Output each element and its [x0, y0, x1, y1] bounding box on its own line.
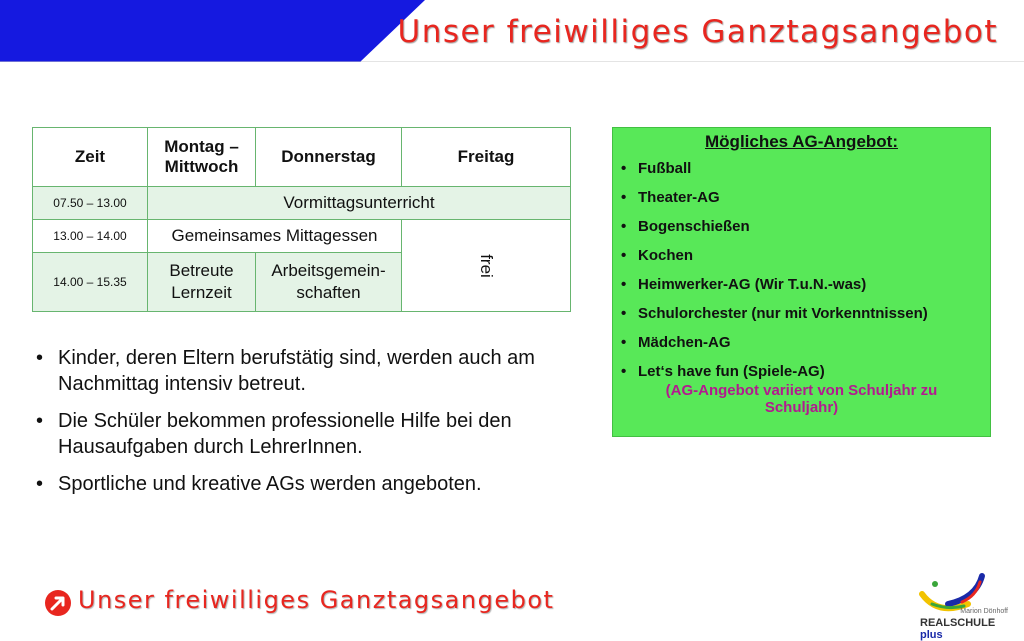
- bullet-icon: •: [621, 305, 627, 322]
- logo-suffix: plus: [920, 629, 943, 641]
- ag-item: Heimwerker-AG (Wir T.u.N.-was): [638, 276, 867, 293]
- arbeitsgemeinschaften-cell: Arbeitsgemein-schaften: [256, 253, 402, 312]
- schedule-table: [32, 127, 571, 312]
- logo-swoosh-icon: [918, 572, 1014, 612]
- bullet-icon: •: [36, 473, 44, 495]
- activity-cell: Vormittagsunterricht: [148, 187, 571, 220]
- bullet-list: [34, 345, 574, 508]
- bullet-icon: •: [621, 276, 627, 293]
- friday-label: frei: [477, 253, 496, 278]
- list-item: [34, 345, 574, 397]
- list-item: [34, 408, 574, 460]
- ag-item: Kochen: [638, 247, 694, 264]
- activity-cell: Gemeinsames Mittagessen: [148, 220, 402, 253]
- ag-item: Bogenschießen: [638, 218, 750, 235]
- arrow-circle-icon[interactable]: [44, 589, 72, 617]
- lernzeit-cell: Betreute Lernzeit: [148, 253, 256, 312]
- ag-note: (AG-Angebot variiert von Schuljahr zu Schuljahr): [665, 382, 938, 416]
- time-cell: 14.00 – 15.35: [33, 253, 148, 312]
- bullet-text: Die Schüler bekommen professionelle Hilfe bei den Hausaufgaben durch LehrerInnen.: [58, 410, 512, 458]
- time-cell: 13.00 – 14.00: [33, 220, 148, 253]
- list-item: [613, 304, 990, 333]
- logo-subtitle: Marion Dönhoff: [960, 608, 1008, 615]
- bullet-text: Sportliche und kreative AGs werden angeboten.: [58, 473, 482, 495]
- logo-text: [920, 617, 1014, 641]
- table-row: [33, 220, 571, 253]
- header-zeit: Zeit: [33, 128, 148, 187]
- list-item: [613, 246, 990, 275]
- bullet-icon: •: [621, 247, 627, 264]
- footer-title: Unser freiwilliges Ganztagsangebot: [78, 586, 555, 614]
- list-item: [34, 471, 574, 497]
- header-donnerstag: Donnerstag: [256, 128, 402, 187]
- bullet-icon: •: [621, 189, 627, 206]
- ag-item: Fußball: [638, 160, 692, 177]
- ag-item: Mädchen-AG: [638, 334, 731, 351]
- list-item: [613, 217, 990, 246]
- ag-item: Let‘s have fun (Spiele-AG): [638, 363, 825, 380]
- logo-name: REALSCHULE: [920, 617, 996, 629]
- ag-list: [613, 159, 990, 391]
- bullet-text: Kinder, deren Eltern berufstätig sind, werden auch am Nachmittag intensiv betreut.: [58, 347, 535, 395]
- bullet-icon: •: [36, 347, 44, 369]
- bullet-icon: •: [621, 334, 627, 351]
- list-item: [613, 333, 990, 362]
- header-montag-mittwoch: Montag – Mittwoch: [148, 128, 256, 187]
- list-item: [613, 188, 990, 217]
- friday-cell: [402, 220, 571, 312]
- page-title: Unser freiwilliges Ganztagsangebot: [397, 14, 998, 50]
- header-freitag: Freitag: [402, 128, 571, 187]
- bullet-icon: •: [621, 160, 627, 177]
- bullet-icon: •: [36, 410, 44, 432]
- bullet-icon: •: [621, 363, 627, 380]
- table-row: [33, 187, 571, 220]
- ag-offer-box: [612, 127, 991, 437]
- time-cell: 07.50 – 13.00: [33, 187, 148, 220]
- ag-title: Mögliches AG-Angebot:: [705, 132, 898, 151]
- school-logo: [918, 572, 1014, 641]
- list-item: [613, 275, 990, 304]
- list-item: [613, 362, 990, 391]
- list-item: [613, 159, 990, 188]
- ag-item: Theater-AG: [638, 189, 720, 206]
- ag-item: Schulorchester (nur mit Vorkenntnissen): [638, 305, 928, 322]
- bullet-icon: •: [621, 218, 627, 235]
